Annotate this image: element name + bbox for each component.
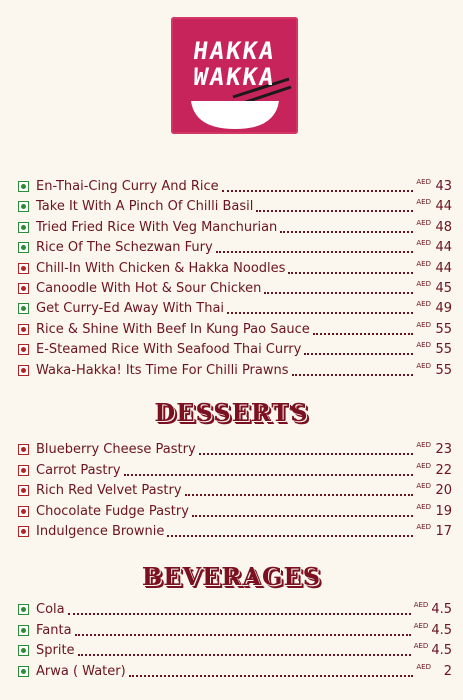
- menu-item-price: 4.5: [431, 602, 452, 617]
- menu-item-price: 49: [435, 301, 452, 317]
- menu-item-name: Chocolate Fudge Pastry: [36, 503, 189, 519]
- veg-mark-icon: [18, 645, 29, 656]
- dot-leader: [264, 292, 413, 294]
- menu-item: [18, 621, 452, 639]
- menu-item: [18, 522, 452, 540]
- menu-item: [18, 440, 452, 458]
- nonveg-mark-icon: [18, 444, 29, 455]
- dot-leader: [68, 613, 411, 615]
- dot-leader: [75, 634, 411, 636]
- menu-item: [18, 502, 452, 520]
- menu-item-name: Rice Of The Schezwan Fury: [36, 240, 213, 256]
- beverages-heading: BEVERAGES: [141, 562, 322, 591]
- menu-item: [18, 218, 452, 236]
- nonveg-mark-icon: [18, 506, 29, 517]
- dot-leader: [199, 453, 414, 455]
- menu-item: [18, 481, 452, 499]
- menu-item-price: 55: [435, 321, 452, 337]
- dot-leader: [222, 190, 414, 192]
- menu-item-price: 43: [435, 179, 452, 194]
- menu-item-name: Waka-Hakka! Its Time For Chilli Prawns: [36, 362, 289, 378]
- currency-label: AED: [416, 239, 431, 248]
- menu-item: [18, 279, 452, 297]
- menu-item-name: E-Steamed Rice With Seafood Thai Curry: [36, 342, 302, 358]
- currency-label: AED: [416, 441, 431, 449]
- dot-leader: [292, 374, 414, 376]
- nonveg-mark-icon: [18, 465, 29, 476]
- nonveg-mark-icon: [18, 365, 29, 376]
- menu-item-name: Carrot Pastry: [36, 462, 121, 478]
- menu-item-name: Chill-In With Chicken & Hakka Noodles: [36, 260, 286, 276]
- currency-label: AED: [416, 320, 431, 329]
- nonveg-mark-icon: [18, 526, 29, 537]
- menu-item-price: 55: [435, 362, 452, 378]
- menu-item: [18, 641, 452, 659]
- veg-mark-icon: [18, 181, 29, 192]
- dot-leader: [124, 474, 414, 476]
- currency-label: AED: [416, 523, 431, 531]
- nonveg-mark-icon: [18, 263, 29, 274]
- currency-label: AED: [416, 662, 431, 671]
- menu-item-name: Sprite: [36, 643, 75, 658]
- currency-label: AED: [416, 178, 431, 186]
- menu-item-name: Fanta: [36, 622, 72, 638]
- currency-label: AED: [416, 280, 431, 288]
- currency-label: AED: [416, 259, 431, 268]
- desserts-heading: DESSERTS: [154, 398, 309, 427]
- menu-item: [18, 662, 452, 680]
- menu-item: [18, 600, 452, 618]
- menu-item-price: 55: [435, 342, 452, 358]
- dot-leader: [288, 272, 413, 274]
- menu-item-name: Cola: [36, 602, 65, 617]
- menu-item-price: 45: [435, 281, 452, 296]
- menu-item: [18, 461, 452, 479]
- menu-item-name: Get Curry-Ed Away With Thai: [36, 301, 225, 317]
- menu-item: [18, 299, 452, 317]
- veg-mark-icon: [18, 303, 29, 314]
- dot-leader: [129, 675, 414, 677]
- currency-label: AED: [416, 341, 431, 350]
- dot-leader: [167, 535, 413, 537]
- currency-label: AED: [416, 482, 431, 490]
- currency-label: AED: [413, 601, 429, 609]
- currency-label: AED: [416, 218, 431, 227]
- logo-word-1: HAKKA: [191, 37, 278, 65]
- menu-item: [18, 177, 452, 195]
- dot-leader: [227, 312, 413, 314]
- menu-item-name: Blueberry Cheese Pastry: [36, 442, 196, 457]
- logo-word-2: WAKKA: [191, 63, 278, 91]
- currency-label: AED: [413, 642, 429, 650]
- menu-item: [18, 259, 452, 277]
- menu-item: [18, 361, 452, 379]
- menu-item-name: Tried Fried Rice With Veg Manchurian: [36, 219, 278, 235]
- currency-label: AED: [416, 198, 431, 207]
- menu-item: [18, 320, 452, 338]
- menu-item: [18, 238, 452, 256]
- nonveg-mark-icon: [18, 485, 29, 496]
- dot-leader: [185, 494, 414, 496]
- currency-label: AED: [416, 502, 431, 511]
- menu-item-name: Indulgence Brownie: [36, 524, 165, 539]
- menu-item-price: 2: [443, 663, 452, 679]
- menu-item-name: Rice & Shine With Beef In Kung Pao Sauce: [36, 321, 310, 337]
- menu-item-name: Rich Red Velvet Pastry: [36, 483, 182, 498]
- menu-item-price: 44: [435, 260, 452, 276]
- dot-leader: [304, 353, 413, 355]
- menu-item-name: Take It With A Pinch Of Chilli Basil: [36, 199, 254, 215]
- veg-mark-icon: [18, 604, 29, 615]
- currency-label: AED: [416, 461, 431, 470]
- menu-item-name: Arwa ( Water): [36, 663, 126, 679]
- menu-item-price: 22: [435, 462, 452, 478]
- dot-leader: [78, 654, 411, 656]
- menu-item-name: En-Thai-Cing Curry And Rice: [36, 179, 219, 194]
- currency-label: AED: [416, 361, 431, 370]
- dot-leader: [256, 210, 413, 212]
- veg-mark-icon: [18, 666, 29, 677]
- menu-item-price: 20: [435, 483, 452, 498]
- menu-item: [18, 340, 452, 358]
- currency-label: AED: [413, 621, 429, 630]
- dot-leader: [192, 515, 413, 517]
- veg-mark-icon: [18, 222, 29, 233]
- veg-mark-icon: [18, 242, 29, 253]
- menu-item-price: 44: [435, 199, 452, 215]
- menu-item-price: 4.5: [431, 643, 452, 658]
- menu-item-price: 48: [435, 219, 452, 235]
- nonveg-mark-icon: [18, 283, 29, 294]
- nonveg-mark-icon: [18, 324, 29, 335]
- veg-mark-icon: [18, 201, 29, 212]
- nonveg-mark-icon: [18, 344, 29, 355]
- menu-item-price: 44: [435, 240, 452, 256]
- dot-leader: [313, 333, 414, 335]
- menu-item-price: 19: [435, 503, 452, 519]
- menu-item: [18, 197, 452, 215]
- menu-item-price: 4.5: [431, 622, 452, 638]
- menu-item-price: 17: [435, 524, 452, 539]
- dot-leader: [280, 231, 413, 233]
- veg-mark-icon: [18, 625, 29, 636]
- menu-item-name: Canoodle With Hot & Sour Chicken: [36, 281, 262, 296]
- currency-label: AED: [416, 300, 431, 309]
- dot-leader: [216, 251, 414, 253]
- menu-item-price: 23: [435, 442, 452, 457]
- brand-logo: [171, 17, 298, 134]
